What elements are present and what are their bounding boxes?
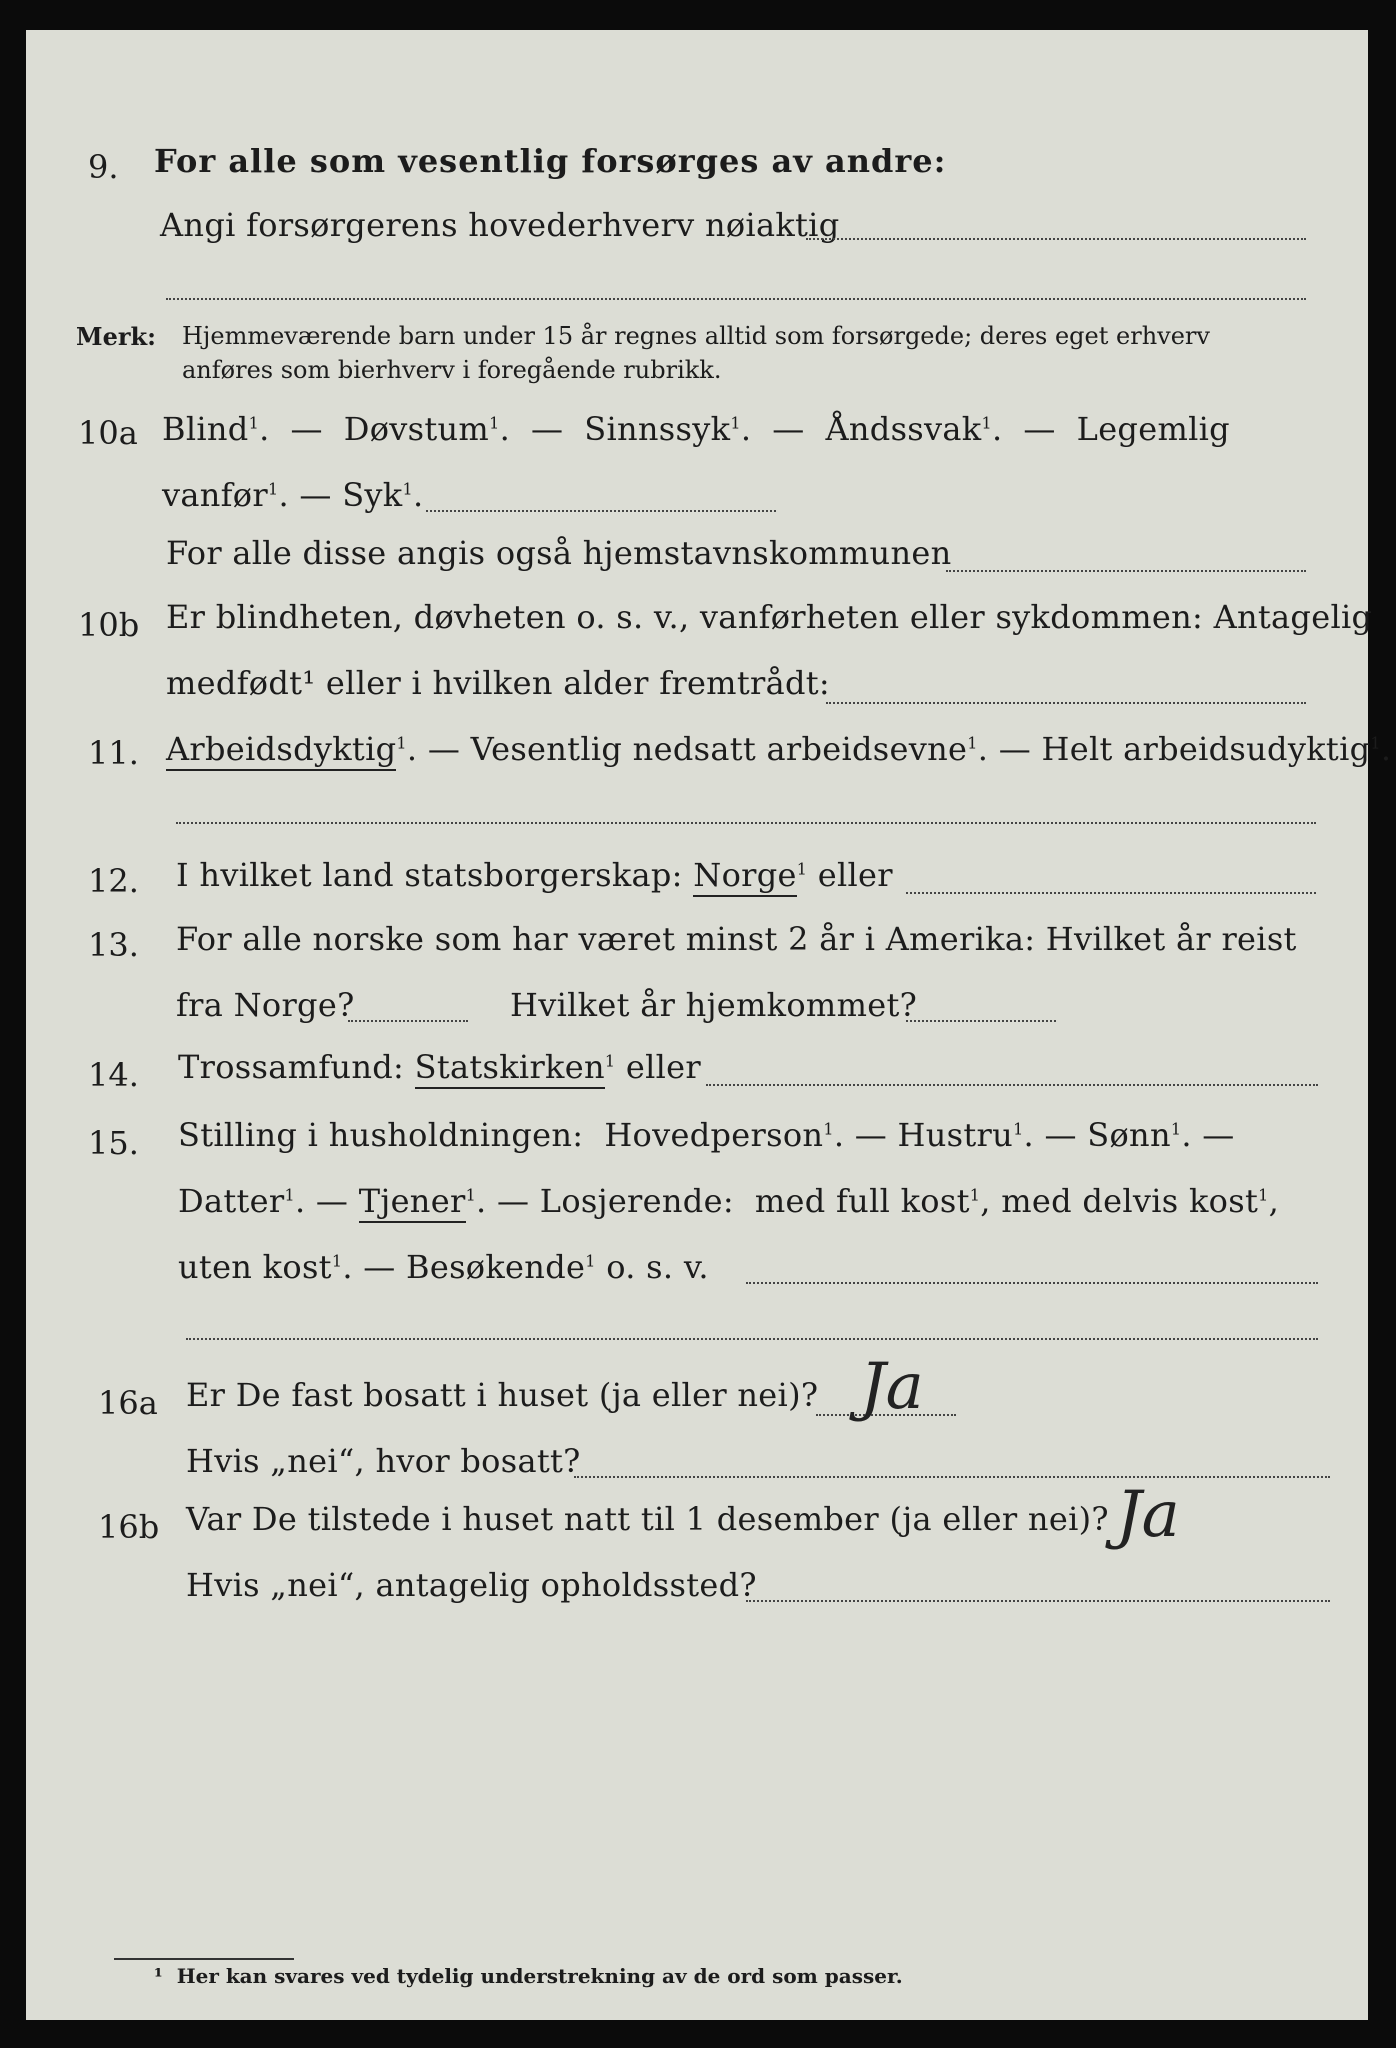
option-nedsatt[interactable]: Vesentlig nedsatt arbeidsevne xyxy=(470,730,968,768)
question-number: 15. xyxy=(88,1124,139,1162)
option-blind[interactable]: Blind xyxy=(162,410,249,448)
q9-title: For alle som vesentlig forsørges av andre: xyxy=(154,142,947,180)
census-form-page xyxy=(26,30,1392,2020)
question-number: 11. xyxy=(88,734,139,772)
q9-subtitle: Angi forsørgerens hovederhverv nøiaktig xyxy=(160,206,840,244)
option-tjener[interactable]: Tjener xyxy=(359,1182,466,1223)
q13-line-2b: Hvilket år hjemkommet? xyxy=(510,986,918,1024)
answer-line[interactable] xyxy=(906,1020,1056,1022)
q11-options: Arbeidsdyktig$^1$. — Vesentlig nedsatt arbeidsevne$^1$. — Helt arbeidsudyktig$^1$. xyxy=(166,730,1391,768)
q10a-options: Blind$^1$. — Døvstum$^1$. — Sinnssyk$^1$. — Åndssvak$^1$. — Legemlig xyxy=(162,410,1230,448)
option-udyktig[interactable]: Helt arbeidsudyktig xyxy=(1041,730,1371,768)
option-sonn[interactable]: Sønn xyxy=(1087,1116,1171,1154)
option-andssvak[interactable]: Åndssvak xyxy=(825,410,982,448)
answer-line[interactable] xyxy=(746,1282,1318,1284)
question-number: 10a xyxy=(78,414,138,452)
option-norge[interactable]: Norge xyxy=(693,856,796,897)
question-number: 16a xyxy=(98,1384,158,1422)
answer-line[interactable] xyxy=(946,570,1306,572)
merk-line-1: Hjemmeværende barn under 15 år regnes alltid som forsørgede; deres eget erhverv xyxy=(182,322,1210,350)
q10a-line-3: For alle disse angis også hjemstavnskommunen xyxy=(166,534,952,572)
answer-line[interactable] xyxy=(166,298,1306,300)
option-besokende[interactable]: Besøkende xyxy=(406,1248,586,1286)
q10a-line-2: vanfør$^1$. — Syk$^1$. xyxy=(162,476,424,514)
question-number: 12. xyxy=(88,862,139,900)
answer-line[interactable] xyxy=(186,1338,1318,1340)
answer-line[interactable] xyxy=(348,1020,468,1022)
q15-line-2: Datter$^1$. — Tjener$^1$. — Losjerende: med full kost$^1$, med delvis kost$^1$, xyxy=(178,1182,1279,1220)
option-hustru[interactable]: Hustru xyxy=(897,1116,1014,1154)
q16a-line-1: Er De fast bosatt i huset (ja eller nei)? xyxy=(186,1376,819,1414)
q10b-line-2: medfødt¹ eller i hvilken alder fremtrådt: xyxy=(166,664,830,702)
answer-line[interactable] xyxy=(906,892,1316,894)
q16b-line-2: Hvis „nei“, antagelig opholdssted? xyxy=(186,1566,757,1604)
question-number: 16b xyxy=(98,1508,160,1546)
answer-line[interactable] xyxy=(746,1600,1330,1602)
answer-line[interactable] xyxy=(806,238,1306,240)
q13-line-2a: fra Norge? xyxy=(176,986,355,1024)
option-hovedperson[interactable]: Hovedperson xyxy=(604,1116,824,1154)
option-vanfor[interactable]: vanfør xyxy=(162,476,268,514)
q13-line-1: For alle norske som har været minst 2 år i Amerika: Hvilket år reist xyxy=(176,920,1297,958)
option-sinnssyk[interactable]: Sinnssyk xyxy=(584,410,731,448)
option-syk[interactable]: Syk xyxy=(342,476,403,514)
answer-line[interactable] xyxy=(826,702,1306,704)
option-datter[interactable]: Datter xyxy=(178,1182,285,1220)
merk-label: Merk: xyxy=(76,322,156,351)
question-number: 9. xyxy=(88,148,119,186)
q16b-line-1: Var De tilstede i huset natt til 1 desember (ja eller nei)? xyxy=(186,1500,1109,1538)
option-arbeidsdyktig[interactable]: Arbeidsdyktig xyxy=(166,730,396,771)
option-utenkost[interactable]: uten kost xyxy=(178,1248,332,1286)
answer-line[interactable] xyxy=(706,1084,1318,1086)
option-fullkost[interactable]: med full kost xyxy=(754,1182,970,1220)
q15-line-1: Stilling i husholdningen: Hovedperson$^1$. — Hustru$^1$. — Sønn$^1$. — xyxy=(178,1116,1235,1154)
q16a-line-2: Hvis „nei“, hvor bosatt? xyxy=(186,1442,581,1480)
option-legemlig[interactable]: Legemlig xyxy=(1076,410,1230,448)
answer-line[interactable] xyxy=(574,1476,1330,1478)
option-delviskost[interactable]: med delvis kost xyxy=(1001,1182,1259,1220)
footnote-rule xyxy=(114,1958,294,1960)
question-number: 13. xyxy=(88,926,139,964)
handwritten-answer: Ja xyxy=(1116,1478,1180,1552)
answer-line[interactable] xyxy=(176,822,1316,824)
option-statskirken[interactable]: Statskirken xyxy=(415,1048,605,1089)
option-dovstum[interactable]: Døvstum xyxy=(343,410,490,448)
handwritten-answer: Ja xyxy=(860,1350,924,1424)
question-number: 10b xyxy=(78,606,140,644)
q14-line: Trossamfund: Statskirken$^1$ eller xyxy=(178,1048,701,1086)
q15-line-3: uten kost$^1$. — Besøkende$^1$ o. s. v. xyxy=(178,1248,709,1286)
q10b-line-1: Er blindheten, døvheten o. s. v., vanførheten eller sykdommen: Antagelig xyxy=(166,598,1373,636)
footnote: ¹ Her kan svares ved tydelig understrekning av de ord som passer. xyxy=(154,1964,903,1988)
merk-line-2: anføres som bierhverv i foregående rubrikk. xyxy=(182,356,722,384)
question-number: 14. xyxy=(88,1056,139,1094)
answer-line[interactable] xyxy=(426,510,776,512)
q12-line: I hvilket land statsborgerskap: Norge$^1$ eller xyxy=(176,856,893,894)
